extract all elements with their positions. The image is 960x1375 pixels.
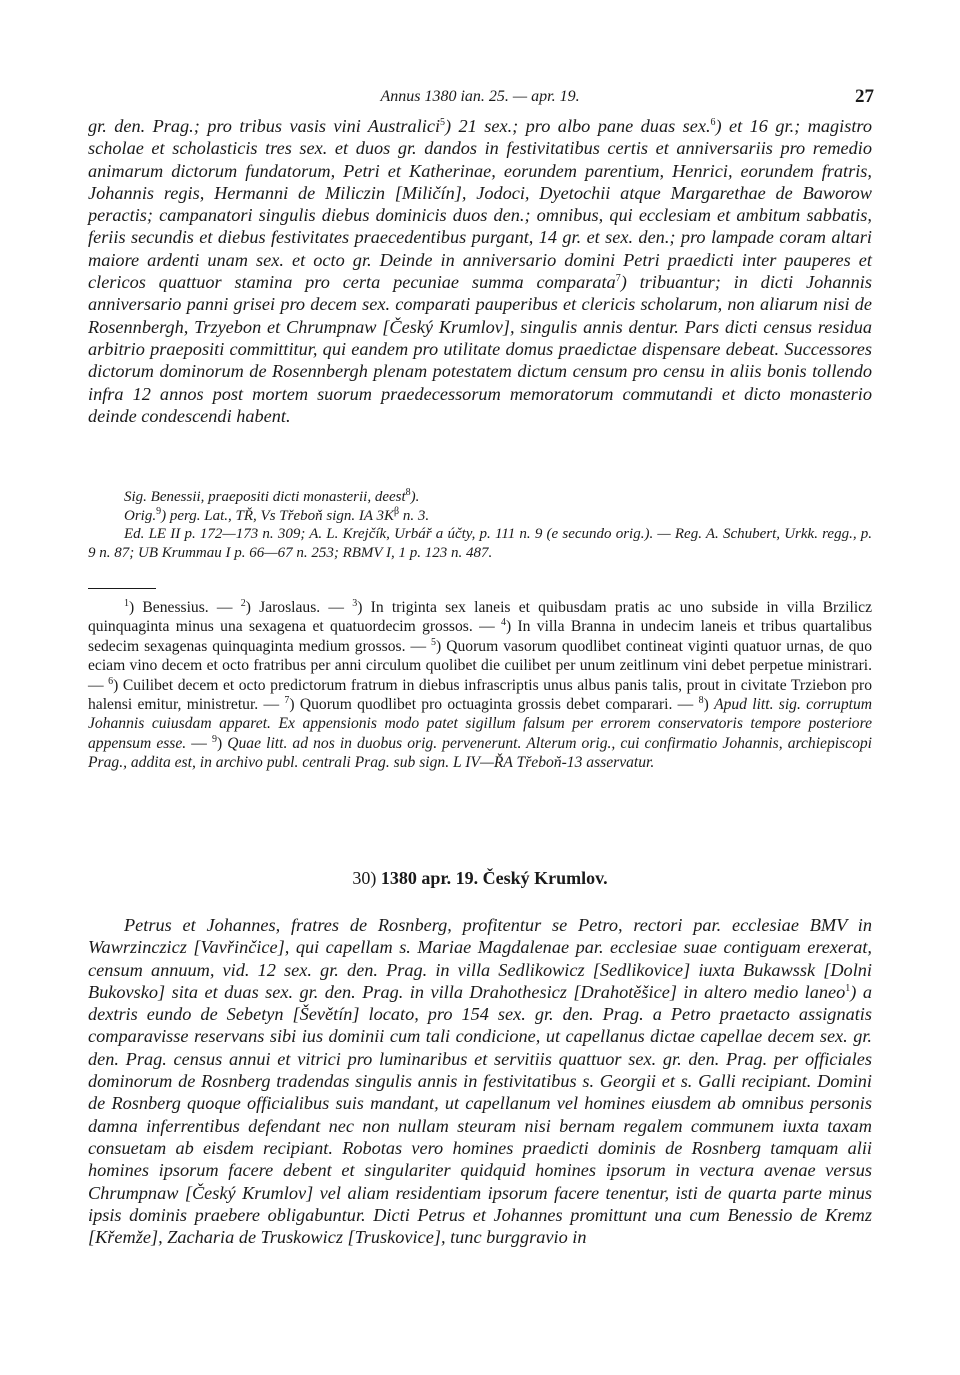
document-heading [0, 868, 960, 889]
charter-regest [88, 914, 872, 1248]
footnote-ref[interactable]: 1 [845, 982, 851, 994]
original-number: n. 3. [399, 507, 430, 524]
footnote-mark: 1 [124, 597, 129, 609]
critical-apparatus [88, 488, 872, 562]
footnote-mark: 8 [698, 694, 704, 706]
footnote-9: Quae litt. ad nos in duobus orig. pervenerunt. Alterum orig., cui confirmatio Johannis, archiepiscopi Prag., addita est, in archivo publ. centrali Prag. sub sign. L IV—ŘA Třeboň-13 asservatur. [88, 734, 872, 772]
footnote-mark: 9 [211, 733, 217, 745]
document-date-place: 1380 apr. 19. Český Krumlov. [380, 868, 608, 888]
footnote-3: ) In triginta sex laneis et quibusdam pratis ac uno subside in villa Brzilicz quinquaginta minus una sexagena et quatuordecim grossos. — [88, 599, 872, 636]
seal-text: Sig. Benessii, praepositi dicti monasterii, deest [124, 489, 406, 505]
footnote-mark: 6 [108, 675, 114, 687]
original-text: Orig. [124, 507, 157, 524]
editions-note: Ed. LE II p. 172—173 n. 309; A. L. Krejčík, Urbář a účty, p. 111 n. 9 (e secundo orig.). — Reg. A. Schubert, Urkk. regg., p. 9 n. 87; UB Krummau I p. 66—67 n. 253; RBMV I, 1 p. 123 n. 487. [88, 526, 872, 561]
footnote-mark: 3 [352, 597, 358, 609]
footnote-6: ) Cuilibet decem et octo predictorum fratrum in diebus infrascriptis unus albus panis talis, prout in civitate Trziebon pro halensi emitur, ministretur. — [88, 676, 872, 714]
footnotes [88, 598, 872, 773]
footnote-5: ) Quorum vasorum quodlibet contineat viginti quatuor urnas, de quo eciam vino decem et octo fratribus per anni circulum quolibet die cuilibet per unum zeitlinum vini debet perpetue ministrari. — [88, 637, 873, 694]
text-segment: ) a dextris eundo de Sebetyn [Ševětín] locato, pro 154 sex. gr. den. Prag. a Petro praetacto assignatis comparavisse reservans sibi ius dominii cum tali condicione, ut capellanus dictae capellae decem sex. gr. den. Prag. census annui et vitrici pro luminaribus et servitiis quattuor sex. gr. den. Prag. per officiales dominorum de Rosnberg tradendas singulis annis in festivitatibus s. Georgii et s. Galli recipiant. Domini de Rosnberg quoque officialibus suis mandant, ut capellanum vel homines eiusdem ab omnibus personis damna inferrentibus defendant nec non nullam steuram nisi bernam regalem communem iuxta taxam consuetam ab eisdem recipiant. Robotas vero homines praedicti dominis de Rosnberg tamquam alii homines ipsorum facere debent et singulariter quidquid homines ipsorum in vectura avenae versus Chrumpnaw [Český Krumlov] vel aliam residentiam ipsorum facere tenentur, isti de quarta parte minus ipsis dominis praebere obligabuntur. Dicti Petrus et Johannes promittunt una cum Benessio de Kremz [Křemže], Zacharia de Truskowicz [Truskovice], tunc burggravio in [88, 981, 872, 1248]
text-segment: ) 21 sex.; pro albo pane duas sex. [445, 116, 711, 136]
footnote-ref[interactable]: 6 [710, 116, 716, 128]
running-title: Annus 1380 ian. 25. — apr. 19. [380, 88, 580, 105]
footnote-mark: 2 [240, 597, 246, 609]
original-note [88, 507, 872, 526]
footnote-mark: 4 [500, 617, 506, 629]
seal-text-end: ). [410, 489, 420, 505]
footnote-ref[interactable]: 9 [156, 505, 162, 517]
original-signature: ) perg. Lat., TŘ, Vs Třeboň sign. IA 3K [161, 507, 395, 524]
text-segment: gr. den. Prag.; pro tribus vasis vini Australici [88, 116, 441, 136]
document-number: 30) [352, 868, 377, 888]
text-segment: ) et 16 gr.; magistro scholae et scholasticis tres sex. et duos gr. dandos in festivitatibus certis et anniversariis pro remedio animarum dictorum fundatorum, Petri et Katherinae, eorundem parentium, Henrici, eorundem fratris, Johannis regis, Hermanni de Miliczin [Miličín], Jodoci, Dyetochii atque Margarethae de Baworow peractis; campanatori singulis diebus dominicis duos den.; omnibus, qui ecclesiam et ambitum sabbatis, feriis secundis et diebus festivitates praecedentibus purgant, 14 gr. et sex. den.; pro lampade coram altari maiore ardenti unam sex. et octo gr. Deinde in anniversario domini Petri praedicti inter pauperes et clericos quattuor stamina pro certa pecuniae summa comparata [88, 116, 872, 293]
footnote-1: ) Benessius. — [129, 599, 241, 616]
footnote-ref[interactable]: 5 [440, 116, 446, 128]
superscript-beta: β [394, 505, 400, 517]
text-segment: Petrus et Johannes, fratres de Rosnberg, profitentur se Petro, rectori par. ecclesiae BMV in Wawrzinczicz [Vavřinčice], qui capellam s. Mariae Magdalenae par. ecclesiae suae contiguam erexerat, censum annuum, vid. 12 sex. gr. den. Prag. in villa Sedlikowicz [Sedlikovice] iuxta Bukawssk [Dolni Bukovsko] sita et duas sex. gr. den. Prag. in villa Drahothesicz [Drahotěšice] in altero medio laneo [88, 915, 872, 1002]
footnote-9-paren: ) [216, 734, 228, 752]
footnote-separator-dash: — [186, 734, 212, 752]
footnote-mark: 7 [284, 694, 290, 706]
footnote-4: ) In villa Branna in undecim laneis et tribus quartalibus sedecim sexagenas quinquaginta medium grossos. — [88, 618, 872, 655]
footnote-ref[interactable]: 7 [615, 272, 621, 284]
footnote-separator [88, 588, 156, 589]
footnote-7: ) Quorum quodlibet pro octuaginta grossis debet comparari. — [289, 696, 699, 714]
footnote-ref[interactable]: 8 [405, 487, 411, 498]
footnote-mark: 5 [431, 636, 437, 648]
seal-note [88, 488, 872, 507]
footnote-8: Apud litt. sig. corruptum Johannis cuiusdam apparet. Ex appensionis modo patet sigillum falsum per errorem conservatoris tempore posteriore appensum esse. [88, 696, 873, 752]
footnote-2: ) Jaroslaus. — [245, 599, 353, 616]
text-segment: ) tribuantur; in dicti Johannis anniversario panni grisei pro decem sex. comparati pauperibus et clericis scholarum, non aliarum nisi de Rosennbergh, Trzyebon et Chrumpnaw [Český Krumlov], singulis annis dentur. Pars dicti census residua arbitrio praepositi committitur, qui eandem pro utilitate domus praedictae dispensare debeat. Successores dictorum dominorum de Rosennbergh plenam potestatem dictum censum pro censu in aliis bonis tollendo infra 12 annos post mortem suorum praedecessorum memoratorum commutandi et dicto monasterio deinde condescendi habent. [88, 272, 872, 426]
footnote-8-paren: ) [703, 696, 715, 714]
continued-charter-text [88, 115, 872, 427]
page-number: 27 [855, 86, 874, 107]
